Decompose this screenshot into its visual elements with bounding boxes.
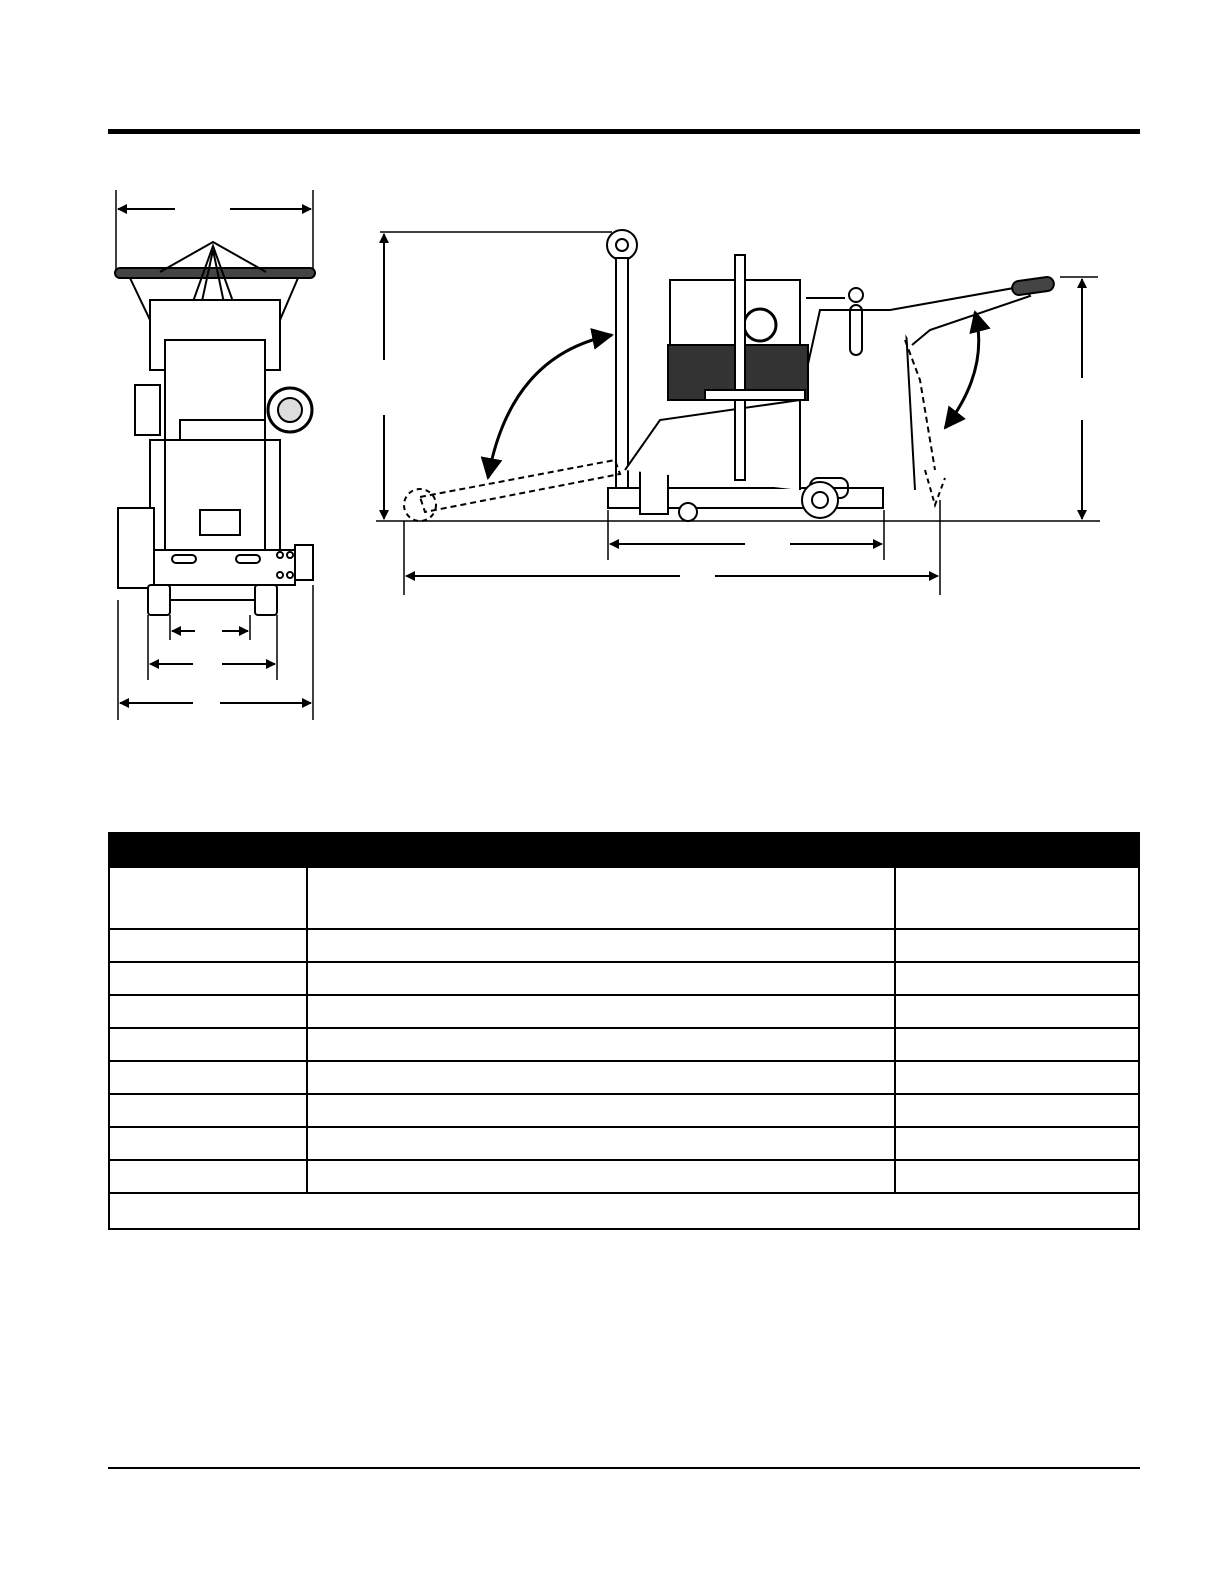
table-cell [109, 929, 307, 962]
table-header-cell [895, 833, 1139, 867]
table-cell [895, 1094, 1139, 1127]
table-cell [307, 1061, 895, 1094]
table-cell [307, 995, 895, 1028]
table-cell [895, 929, 1139, 962]
table-note [109, 1193, 1139, 1229]
table-cell [307, 1094, 895, 1127]
specification-table [108, 832, 1140, 1230]
table-cell [895, 867, 1139, 929]
table-cell [895, 1061, 1139, 1094]
table-row [109, 1160, 1139, 1193]
table-cell [109, 1094, 307, 1127]
footer-rule [108, 1467, 1140, 1469]
table-cell [895, 1160, 1139, 1193]
table-cell [895, 995, 1139, 1028]
table-row [109, 1094, 1139, 1127]
table-header-cell [109, 833, 307, 867]
table-header-cell [307, 833, 895, 867]
table-cell [109, 1061, 307, 1094]
table-cell [307, 1028, 895, 1061]
table-cell [109, 962, 307, 995]
table-cell [109, 995, 307, 1028]
table-row [109, 1028, 1139, 1061]
table-cell [307, 1127, 895, 1160]
table-cell [109, 1160, 307, 1193]
side-view [376, 230, 1100, 595]
table-cell [307, 962, 895, 995]
table-cell [109, 867, 307, 929]
front-view [115, 190, 315, 720]
table-cell [895, 1028, 1139, 1061]
table-cell [307, 929, 895, 962]
table-row [109, 1061, 1139, 1094]
table-cell [307, 867, 895, 929]
table-cell [109, 1127, 307, 1160]
table-row [109, 929, 1139, 962]
table-cell [307, 1160, 895, 1193]
table-row [109, 962, 1139, 995]
table-row [109, 995, 1139, 1028]
table-cell [895, 962, 1139, 995]
table-cell [109, 1028, 307, 1061]
table-row [109, 867, 1139, 929]
table-cell [895, 1127, 1139, 1160]
table-row [109, 1127, 1139, 1160]
table-header-row [109, 833, 1139, 867]
table-note-row [109, 1193, 1139, 1229]
